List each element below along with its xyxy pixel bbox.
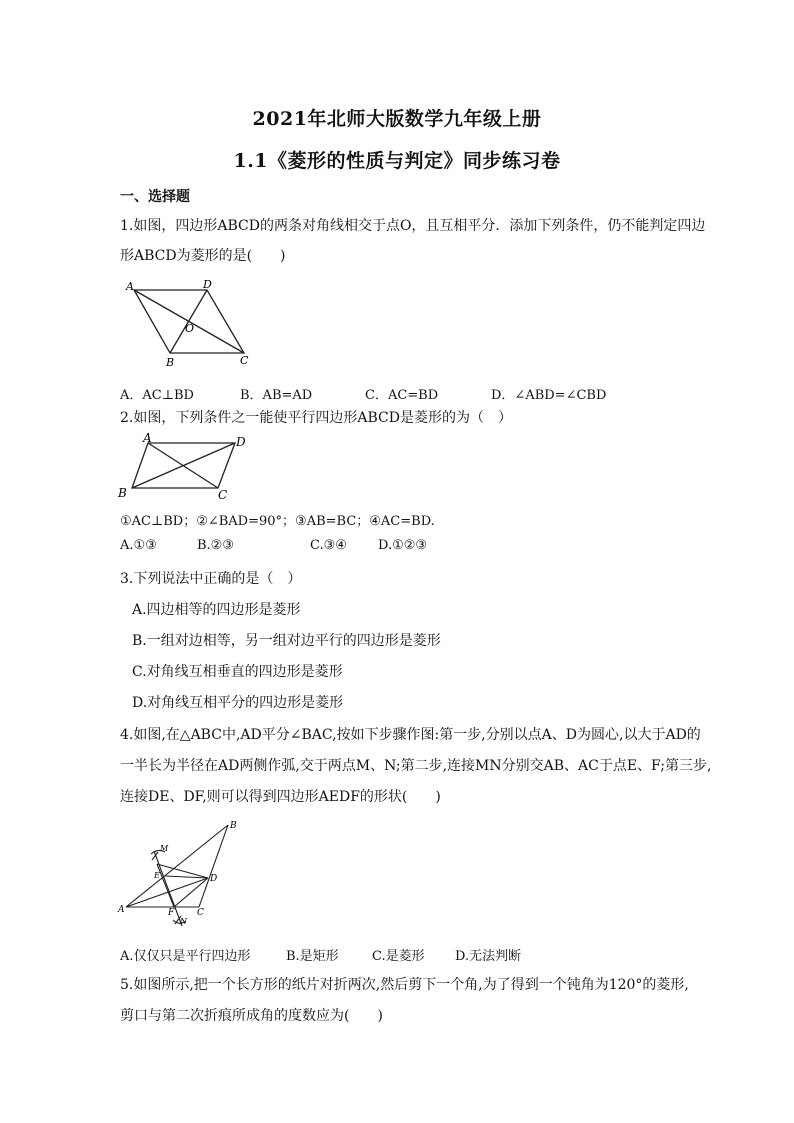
q2-label-a: A — [143, 431, 152, 445]
document-subtitle: 1.1《菱形的性质与判定》同步练习卷 — [233, 150, 561, 172]
q2-label-d: D — [236, 435, 246, 449]
q2-option-d: D.①②③ — [378, 538, 428, 553]
section-heading: 一、选择题 — [120, 189, 190, 205]
q1-label-c: C — [240, 354, 249, 367]
q3-option-d: D.对角线互相平分的四边形是菱形 — [132, 695, 344, 711]
q1-label-b: B — [166, 356, 175, 369]
document-title: 2021年北师大版数学九年级上册 — [252, 108, 542, 130]
q4-label-n: N — [180, 917, 187, 926]
q1-option-d: D．∠ABD=∠CBD — [491, 388, 607, 403]
q2-conditions: ①AC⊥BD；②∠BAD=90°；③AB=BC；④AC=BD. — [120, 514, 435, 529]
q1-text-line2: 形ABCD为菱形的是( ) — [120, 248, 286, 264]
q2-text: 2.如图，下列条件之一能使平行四边形ABCD是菱形的为（ ） — [120, 410, 512, 426]
q4-label-c: C — [197, 908, 204, 918]
q4-label-b: B — [230, 821, 237, 831]
q4-figure — [118, 818, 248, 930]
q1-option-c: C．AC=BD — [365, 388, 439, 403]
q2-option-c: C.③④ — [310, 538, 347, 553]
q4-label-m: M — [160, 844, 169, 853]
q4-option-c: C.是菱形 — [372, 949, 425, 964]
q1-label-o: O — [185, 322, 195, 335]
q3-text: 3.下列说法中正确的是（ ） — [120, 571, 302, 587]
q4-label-d: D — [210, 874, 218, 884]
q4-option-d: D.无法判断 — [455, 949, 522, 964]
q1-option-b: B．AB=AD — [240, 388, 313, 403]
q2-label-c: C — [218, 488, 228, 502]
q5-text-line2: 剪口与第二次折痕所成角的度数应为( ) — [120, 1008, 383, 1024]
q1-label-a: A — [126, 280, 134, 293]
q3-option-c: C.对角线互相垂直的四边形是菱形 — [132, 664, 343, 680]
q4-option-a: A.仅仅只是平行四边形 — [120, 949, 251, 964]
q1-option-a: A．AC⊥BD — [120, 388, 194, 403]
q3-option-a: A.四边相等的四边形是菱形 — [132, 602, 301, 618]
q5-text-line1: 5.如图所示,把一个长方形的纸片对折两次,然后剪下一个角,为了得到一个钝角为120°的菱形, — [120, 977, 689, 993]
q2-label-b: B — [118, 486, 127, 500]
q4-text-line3: 连接DE、DF,则可以得到四边形AEDF的形状( ) — [120, 789, 441, 805]
q1-label-d: D — [203, 278, 212, 291]
q1-text-line1: 1.如图，四边形ABCD的两条对角线相交于点O，且互相平分．添加下列条件，仍不能判定四边 — [120, 218, 706, 234]
q1-figure — [122, 280, 262, 370]
q3-option-b: B.一组对边相等，另一组对边平行的四边形是菱形 — [132, 633, 441, 649]
q2-figure — [118, 432, 258, 502]
q4-text-line2: 一半长为半径在AD两侧作弧,交于两点M、N;第二步,连接MN分别交AB、AC于点E、F;第三步, — [120, 758, 712, 774]
q4-label-f: F — [168, 908, 175, 918]
q4-label-a: A — [118, 905, 125, 915]
q2-option-a: A.①③ — [120, 538, 157, 553]
q4-text-line1: 4.如图,在△ABC中,AD平分∠BAC,按如下步骤作图:第一步,分别以点A、D为圆心,以大于AD的 — [120, 727, 701, 743]
q4-label-e: E — [154, 871, 160, 880]
q2-option-b: B.②③ — [197, 538, 234, 553]
q4-option-b: B.是矩形 — [286, 949, 339, 964]
